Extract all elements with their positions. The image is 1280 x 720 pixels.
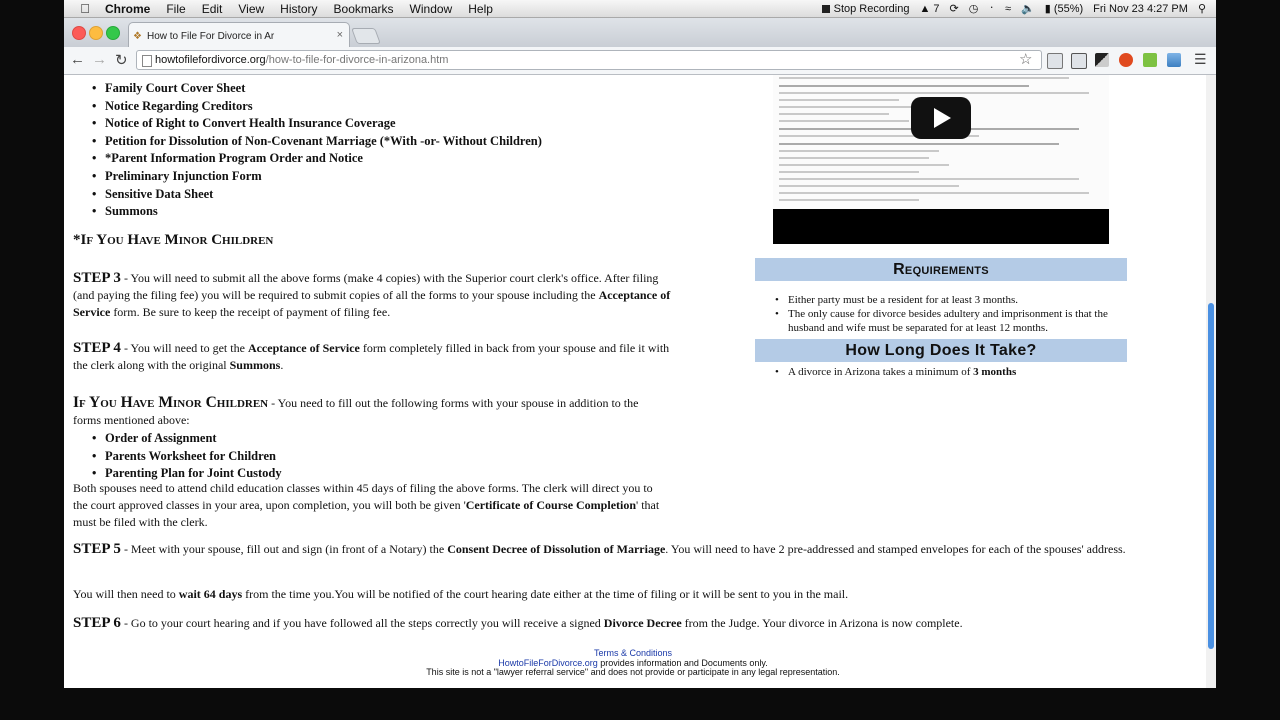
menu-history[interactable]: History [280,1,318,16]
step-4 [73,340,673,374]
step-6-text-2: from the Judge. Your divorce in Arizona is now complete. [681,616,963,630]
education-paragraph [73,480,663,531]
step-5-bold: Consent Decree of Dissolution of Marriage [447,542,666,556]
battery-percent: (55%) [1053,3,1084,15]
list-item: • Sensitive Data Sheet [96,186,542,204]
menu-window[interactable]: Window [409,1,453,16]
video-document-thumbnail [773,75,1109,209]
footer-line-2: This site is not a "lawyer referral service" and does not provide or participate in any legal representation. [426,667,840,677]
new-tab-button[interactable] [351,28,381,44]
minor-children-note: *If You Have Minor Children [73,232,274,248]
list-item: • Parents Worksheet for Children [96,448,282,466]
wifi-icon[interactable]: ≈ [1004,2,1011,15]
step-4-text-2: form completely filled in back from your spouse and file it with the clerk along with the original [73,341,670,372]
menu-bar [64,0,1216,18]
terms-link[interactable]: Terms & Conditions [593,648,673,658]
list-item: • *Parent Information Program Order and Notice [96,150,542,168]
how-long-list [775,365,1140,379]
step-4-bold-2: Summons [229,358,281,372]
extension-green-icon[interactable] [1143,53,1157,67]
battery-icon: ▮ [1044,3,1051,15]
scrollbar[interactable] [1206,75,1216,688]
education-text: Both spouses need to attend child education classes within 45 days of filing the above forms. The clerk will direct you to the court approved classes in your area, upon completion, you will both be given ' [73,481,653,512]
wait-text-2: from the time you.You will be notified of the court hearing date either at the time of filing or it will be sent to you in the mail. [242,587,849,601]
address-bar[interactable] [136,50,1042,70]
list-item: • Family Court Cover Sheet [96,80,542,98]
list-item: • The only cause for divorce besides adultery and imprisonment is that the husband and wife must be separated for at least 12 months. [775,307,1140,335]
list-item: • Either party must be a resident for at least 3 months. [775,293,1140,307]
list-item: • Order of Assignment [96,430,282,448]
how-long-bold: 3 months [973,366,1017,378]
extension-ruler-icon[interactable] [1047,53,1063,69]
menu-help[interactable]: Help [468,1,493,16]
step-4-text-3: . [280,358,284,372]
url-path: /how-to-file-for-divorce-in-arizona.htm [265,54,449,66]
minor-children-heading: If You Have Minor Children [73,394,269,411]
requirements-list [775,293,1140,335]
minimize-window-button[interactable] [89,26,103,40]
required-forms-list [96,80,542,221]
menu-bookmarks[interactable]: Bookmarks [333,1,394,16]
step-6-label: STEP 6 [73,615,121,631]
list-item: • Summons [96,203,542,221]
desktop-bottom [64,688,1216,720]
close-window-button[interactable] [72,26,86,40]
page-footer [64,649,1202,678]
certificate-bold: Certificate of Course Completion [465,498,637,512]
bookmark-star-icon[interactable]: ☆ [1019,51,1033,68]
browser-toolbar [64,47,1216,75]
list-item: • Notice Regarding Creditors [96,98,542,116]
tab-title: How to File For Divorce in Ar [147,31,275,42]
wait-paragraph [73,586,1183,603]
list-item: • Preliminary Injunction Form [96,168,542,186]
zoom-window-button[interactable] [106,26,120,40]
favicon-icon: ❖ [133,31,142,42]
list-item: • Petition for Dissolution of Non-Covenant Marriage (*With -or- Without Children) [96,133,542,151]
requirements-heading: Requirements [755,258,1127,281]
stop-icon [822,5,830,13]
reload-icon[interactable]: ↻ [115,52,128,69]
step-3-text-2: form. Be sure to keep the receipt of payment of filing fee. [110,305,391,319]
extension-pattern-icon[interactable] [1095,53,1109,67]
step-3 [73,270,673,321]
url-domain: howtofilefordivorce.org [155,54,266,66]
stop-recording-button[interactable] [822,3,910,15]
clock[interactable]: Fri Nov 23 4:27 PM [1093,2,1188,15]
apple-icon[interactable] [72,1,98,16]
wait-text: You will then need to [73,587,179,601]
extension-photo-icon[interactable] [1167,53,1181,67]
adobe-icon: ▲ [919,2,931,15]
how-long-text: A divorce in Arizona takes a minimum of [788,366,974,378]
minor-children-text: - You need to fill out the following forms with your spouse in addition to the forms mentioned above: [73,396,639,427]
scrollbar-thumb[interactable] [1208,303,1214,649]
page-icon [142,55,152,67]
wait-bold: wait 64 days [178,587,243,601]
adobe-status[interactable] [919,3,939,15]
step-5-text-2: . You will need to have 2 pre-addressed and stamped envelopes for each of the spouses' address. [665,542,1126,556]
step-6-text: - Go to your court hearing and if you have followed all the steps correctly you will receive a signed [120,616,604,630]
list-item [775,365,1140,379]
list-item: • Notice of Right to Convert Health Insurance Coverage [96,115,542,133]
spotlight-icon[interactable]: ⚲ [1197,3,1206,15]
menu-view[interactable]: View [238,1,265,16]
forward-arrow-icon[interactable]: → [92,51,107,68]
step-4-bold: Acceptance of Service [247,341,360,355]
volume-icon[interactable]: 🔈 [1021,3,1035,15]
step-4-text: - You will need to get the [120,341,248,355]
bluetooth-icon[interactable]: ᛫ [988,2,995,15]
menu-file[interactable]: File [166,1,186,16]
how-long-heading: How Long Does It Take? [755,339,1127,362]
tab-active[interactable] [128,22,350,47]
step-3-text: - You will need to submit all the above forms (make 4 copies) with the Superior court clerk's office. After filing (and paying the filing fee) you will be required to submit copies of all the forms to your spouse including the [73,271,659,302]
status-count: 7 [933,2,940,15]
play-button-icon[interactable] [911,97,971,139]
step-5 [73,541,1183,558]
video-player[interactable] [773,75,1109,244]
tab-close-icon[interactable]: × [336,29,343,41]
step-6 [73,615,1183,632]
list-item: • Parenting Plan for Joint Custody [96,465,282,483]
education-text-2: ' that must be filed with the clerk. [73,498,660,529]
page-viewport [64,75,1216,688]
step-5-text: - Meet with your spouse, fill out and sign (in front of a Notary) the [120,542,448,556]
menu-app-name[interactable]: Chrome [105,1,151,16]
extension-stumble-icon[interactable] [1119,53,1133,67]
stop-recording-label: Stop Recording [833,2,910,15]
step-6-bold: Divorce Decree [603,616,682,630]
step-5-label: STEP 5 [73,541,121,557]
step-3-bold: Acceptance of Service [73,288,671,319]
step-3-label: STEP 3 [73,270,121,286]
extension-reader-icon[interactable] [1071,53,1087,69]
back-arrow-icon[interactable]: ← [70,51,85,68]
menu-edit[interactable]: Edit [201,1,223,16]
minor-forms-list [96,430,282,483]
battery-indicator[interactable] [1045,2,1083,15]
site-link[interactable]: HowtoFileForDivorce.org [498,657,598,668]
footer-line-1: provides information and Documents only. [597,657,768,668]
tab-strip [64,18,1216,47]
time-machine-icon[interactable]: ◷ [968,3,979,15]
minor-children-section [73,394,663,429]
sync-icon[interactable]: ⟳ [949,3,959,15]
chrome-menu-icon[interactable]: ☰ [1194,51,1207,67]
step-4-label: STEP 4 [73,340,121,356]
